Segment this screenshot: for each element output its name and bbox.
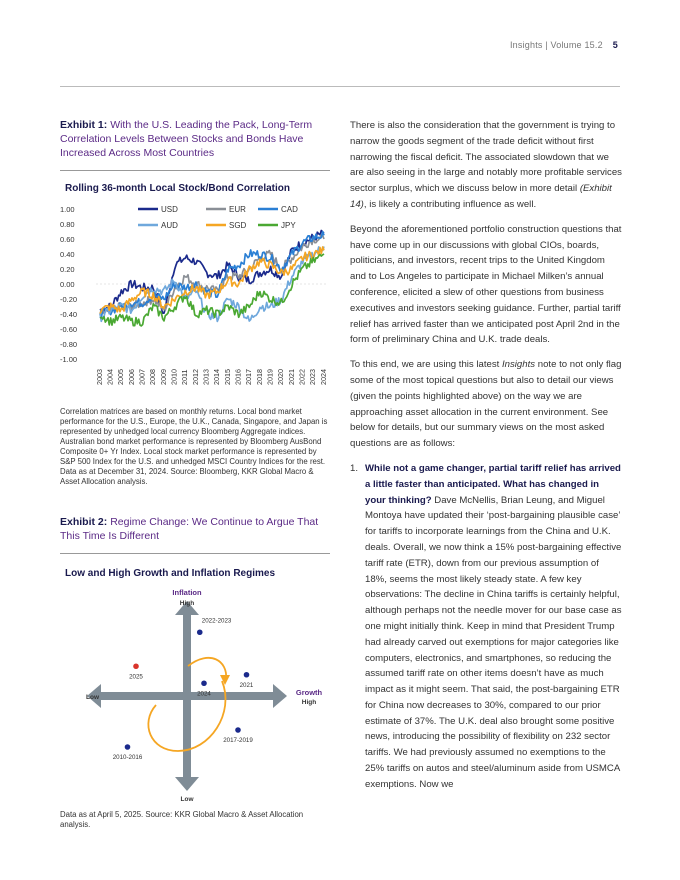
page-number: 5	[612, 40, 618, 50]
y-tick-label: 0.80	[60, 220, 75, 229]
horizontal-axis-bar	[99, 692, 275, 700]
x-tick-label: 2016	[233, 369, 243, 385]
regime-point-2021	[244, 672, 250, 678]
regime-shift-arrowhead	[220, 675, 230, 685]
list-item-question: While not a game changer, partial tariff relief has arrived a little faster than anticipated. What has changed in your thinking?	[365, 462, 621, 506]
list-item-content	[365, 461, 622, 793]
growth-low-label: Low	[86, 694, 99, 701]
body-paragraph-1	[350, 118, 622, 213]
x-tick-label: 2020	[276, 369, 286, 385]
x-tick-label: 2005	[116, 369, 126, 385]
x-tick-label: 2021	[286, 369, 296, 385]
x-tick-label: 2012	[190, 369, 200, 385]
x-tick-label: 2008	[148, 369, 158, 385]
insights-emphasis: Insights	[501, 359, 536, 371]
x-tick-label: 2006	[126, 369, 136, 385]
p1-text-b: , is likely a contributing influence as well.	[363, 198, 537, 210]
legend-label-sgd: SGD	[229, 221, 247, 230]
exhibit-1-title: With the U.S. Leading the Pack, Long-Term Correlation Levels Between Stocks and Bonds Have Increased Across Most Countries	[60, 119, 313, 159]
inflation-high-label: High	[179, 600, 195, 607]
p1-text-a: There is also the consideration that the government is trying to narrow the goods segment of the trade deficit without first narrowing the fiscal deficit. The associated slowdown that we are also seeing in the large and notably more profitable services sector surplus, which we discuss below in more detail	[350, 120, 622, 195]
growth-high-label: High	[301, 699, 317, 706]
regime-point-label-2017-2019: 2017-2019	[223, 737, 253, 744]
x-tick-label: 2019	[265, 369, 275, 385]
x-tick-label: 2014	[212, 369, 222, 385]
p3-text-b: note to not only flag some of the most topical questions but also to detail our views (given the points highlighted above) on the way we are approaching asset allocation in the current environment. See below for details, but our summary views on the most asked questions are as follows:	[350, 359, 622, 450]
body-paragraph-3	[350, 357, 622, 452]
inflation-low-label: Low	[180, 796, 194, 803]
publication-name: Insights | Volume 15.2	[509, 40, 603, 50]
list-item-number: 1.	[350, 462, 359, 474]
horizontal-axis-arrow-right	[273, 684, 287, 708]
regime-point-2010-2016	[125, 744, 131, 750]
growth-axis-label: Growth	[295, 688, 323, 697]
x-tick-label: 2011	[180, 369, 190, 385]
exhibit-1-note: Correlation matrices are based on monthly returns. Local bond market performance for the U.S., Europe, the U.K., Canada, Singapore, and Japan is represented by unhedged local currency Bloomberg Aggregate indices. Australian bond market performance is represented by Bloomberg AusBond Composite 0+ Yr Index. Local stock market performance is represented by S&P 500 Index for the U.S. and unhedged MSCI Country Indices for the rest. Data as at December 31, 2024. Source: Bloomberg, KKR Global Macro & Asset Allocation analysis.	[60, 407, 328, 486]
body-paragraph-2: Beyond the aforementioned portfolio construction questions that have come up in our discussions with global CIOs, boards, politicians, and investors, recent trips to the United Kingdom and to Los Angeles to participate in Michael Milken’s annual conference, elicited a slew of other questions from business executives and investors seeking guidance. Further, partial tariff relief has arrived faster than we anticipated post April 2nd in the form of preliminary China and U.K. trade deals.	[350, 223, 622, 346]
exhibit-2-label: Exhibit 2:	[60, 516, 108, 528]
legend-label-cad: CAD	[281, 205, 298, 214]
x-tick-label: 2015	[222, 369, 232, 385]
page-header	[510, 40, 618, 50]
exhibit-1-label: Exhibit 1:	[60, 119, 108, 131]
x-tick-label: 2022	[297, 369, 307, 385]
regime-point-label-2025: 2025	[129, 673, 143, 681]
regime-quadrant-chart	[60, 583, 330, 808]
exhibit-1-heading	[60, 118, 330, 160]
legend-label-aud: AUD	[161, 221, 178, 230]
p3-text-a: To this end, we are using this latest	[350, 359, 502, 371]
chart-1-title: Rolling 36-month Local Stock/Bond Correlation	[65, 183, 291, 194]
exhibit-2-note: Data as at April 5, 2025. Source: KKR Global Macro & Asset Allocation analysis.	[60, 810, 304, 829]
series-line-cad	[100, 232, 324, 318]
regime-point-2024	[201, 680, 207, 686]
legend-label-jpy: JPY	[281, 221, 296, 230]
x-tick-label: 2024	[318, 369, 328, 385]
exhibit-1-divider	[60, 170, 330, 171]
x-tick-label: 2007	[137, 369, 147, 385]
regime-point-2025	[133, 663, 139, 669]
x-tick-label: 2017	[244, 369, 254, 385]
regime-point-label-2010-2016: 2010-2016	[112, 754, 143, 761]
list-item-1	[350, 461, 622, 793]
x-tick-label: 2010	[169, 369, 179, 385]
y-tick-label: 0.40	[60, 250, 75, 259]
y-tick-label: 0.60	[60, 235, 75, 244]
y-tick-label: 0.00	[60, 280, 75, 289]
left-column	[60, 118, 330, 830]
exhibit-2-heading	[60, 515, 330, 543]
regime-point-label-2022-2023: 2022-2023	[201, 617, 232, 625]
y-tick-label: -1.00	[60, 355, 78, 364]
exhibit-2-title: Regime Change: We Continue to Argue That This Time Is Different	[60, 516, 319, 542]
y-tick-label: -0.20	[60, 295, 78, 304]
legend-label-eur: EUR	[229, 205, 246, 214]
correlation-line-chart	[60, 197, 330, 397]
y-tick-label: 1.00	[60, 205, 75, 214]
y-tick-label: -0.40	[60, 310, 78, 319]
exhibit-2-divider	[60, 553, 330, 554]
x-tick-label: 2004	[105, 369, 115, 385]
legend-label-usd: USD	[161, 205, 178, 214]
regime-point-label-2024: 2024	[197, 690, 211, 698]
regime-point-2022-2023	[197, 629, 203, 635]
chart-2-title: Low and High Growth and Inflation Regimes	[65, 568, 275, 579]
y-tick-label: 0.20	[60, 265, 75, 274]
x-tick-label: 2013	[201, 369, 211, 385]
right-column	[350, 118, 622, 793]
x-tick-label: 2023	[308, 369, 318, 385]
x-tick-label: 2018	[254, 369, 264, 385]
regime-point-label-2021: 2021	[239, 681, 254, 689]
header-divider	[60, 86, 620, 87]
inflation-axis-label: Inflation	[172, 588, 202, 597]
y-tick-label: -0.80	[60, 340, 78, 349]
exhibit-14-reference: (Exhibit 14)	[350, 183, 612, 210]
x-tick-label: 2003	[94, 369, 104, 385]
x-tick-label: 2009	[158, 369, 168, 385]
y-tick-label: -0.60	[60, 325, 78, 334]
regime-point-2017-2019	[235, 727, 241, 733]
series-line-eur	[100, 235, 324, 315]
list-item-answer: Dave McNellis, Brian Leung, and Miguel Montoya have updated their ‘post-bargaining plausible case’ for tariffs to incorporate learnings from the China and U.K. deals. Overall, we now think a 15% post-bargaining effective tariff rate (ETR), down from our previous assumption of 18%, seems the most likely steady state. A few key observations: The decline in China tariffs is certainly helpful, although perhaps not the needle mover for our base case as one might initially think. Keep in mind that President Trump had already carved out exemptions for major categories like computers, electronics, and smartphones, so reducing the assumed tariff rate on other items doesn’t have as much impact as it might seem. That said, the post-bargaining ETR for China now decreases to 30%, compared to our prior estimate of 37%. The U.K. deal also brought some positive news, introducing the possibility of flexibility on 232 sector tariffs. We had previously assumed no exemptions to the 25% tariffs on autos and steel/aluminum aside from USMCA exemptions. Now we	[365, 494, 622, 790]
vertical-axis-arrow-down	[175, 777, 199, 791]
